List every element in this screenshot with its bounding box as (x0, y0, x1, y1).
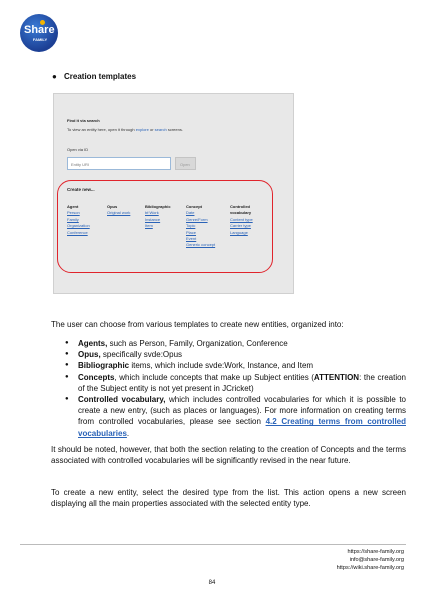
template-organization[interactable]: Organization (67, 223, 90, 229)
template-original-work[interactable]: Original work (107, 210, 131, 216)
bullet-icon: ● (52, 72, 57, 81)
page-number: 84 (208, 580, 216, 586)
open-button[interactable]: Open (175, 157, 196, 170)
open-via-id-label: Open via ID (67, 147, 89, 152)
agent-column: Agent Person Family Organization Conference (67, 204, 90, 235)
template-person[interactable]: Person (67, 210, 80, 216)
find-instructions: To view an entity here, open it through explore or search screens. (67, 127, 183, 132)
template-place[interactable]: Place (186, 229, 197, 235)
section-heading: Creation templates (64, 72, 137, 81)
template-instance[interactable]: Instance (145, 216, 161, 222)
footer-website-link[interactable]: https://share-family.org (347, 549, 404, 555)
controlled-vocabulary-column: Controlled vocabulary Content type Carrier type Language (230, 204, 268, 236)
bibliographic-column: Bibliographic bf:Work Instance Item (145, 204, 171, 229)
explore-link[interactable]: explore (135, 127, 149, 132)
list-item: ● Agents, such as Person, Family, Organization, Conference (78, 338, 406, 349)
template-family[interactable]: Family (67, 216, 79, 222)
footer-email-link[interactable]: info@share-family.org (349, 557, 404, 563)
template-date[interactable]: Date (186, 210, 195, 216)
footer-wiki-link[interactable]: https://wiki.share-family.org (336, 565, 404, 571)
concept-column: Concept Date Genre/Form Topic Place Event Generic concept (186, 204, 216, 248)
template-generic-concept[interactable]: Generic concept (186, 242, 216, 248)
section-heading-bullet (52, 72, 137, 81)
section-4-2-link[interactable]: 4.2 Creating terms from controlled vocabularies (78, 417, 406, 438)
template-language[interactable]: Language (230, 229, 248, 235)
template-bf-work[interactable]: bf:Work (145, 210, 159, 216)
share-family-logo (20, 14, 58, 52)
search-link[interactable]: search (154, 127, 167, 132)
creation-templates-screenshot (53, 93, 294, 294)
create-instruction-paragraph: To create a new entity, select the desired type from the list. This action opens a new screen displaying all the main properties associated with the selected entity type. (51, 488, 406, 509)
logo-text: Share (24, 24, 55, 36)
list-item: ● Controlled vocabulary, which includes controlled vocabularies for which it is possible to create a new entry, (such as places or languages). For more information on creating terms from controlled vocabularies, please see section 4.2 Creating terms from controlled vocabularies. (78, 394, 406, 439)
template-content-type[interactable]: Content type (230, 216, 253, 222)
template-genre-form[interactable]: Genre/Form (186, 216, 208, 222)
list-item: ● Bibliographic items, which include svde:Work, Instance, and Item (78, 360, 406, 371)
template-item[interactable]: Item (145, 223, 153, 229)
list-item: ● Concepts, which include concepts that make up Subject entities (ATTENTION: the creation of the Subject entity is not yet present in JCricket) (78, 372, 406, 394)
template-event[interactable]: Event (186, 236, 197, 242)
create-new-title: Create new... (67, 187, 95, 192)
template-conference[interactable]: Conference (67, 229, 88, 235)
entity-uri-input[interactable]: Entity URI (67, 157, 171, 170)
logo-subtext: FAMILY (32, 37, 48, 42)
revision-note-paragraph: It should be noted, however, that both the section relating to the creation of Concepts and the terms associated with controlled vocabularies will be significantly revised in the near future. (51, 445, 406, 466)
opus-column: Opus Original work (107, 204, 131, 216)
template-carrier-type[interactable]: Carrier type (230, 223, 251, 229)
template-category-list (78, 338, 406, 439)
find-title: Find it via search (67, 118, 100, 123)
footer-divider (20, 544, 406, 545)
list-item: ● Opus, specifically svde:Opus (78, 349, 406, 360)
intro-paragraph: The user can choose from various templates to create new entities, organized into: (51, 320, 344, 329)
template-topic[interactable]: Topic (186, 223, 196, 229)
